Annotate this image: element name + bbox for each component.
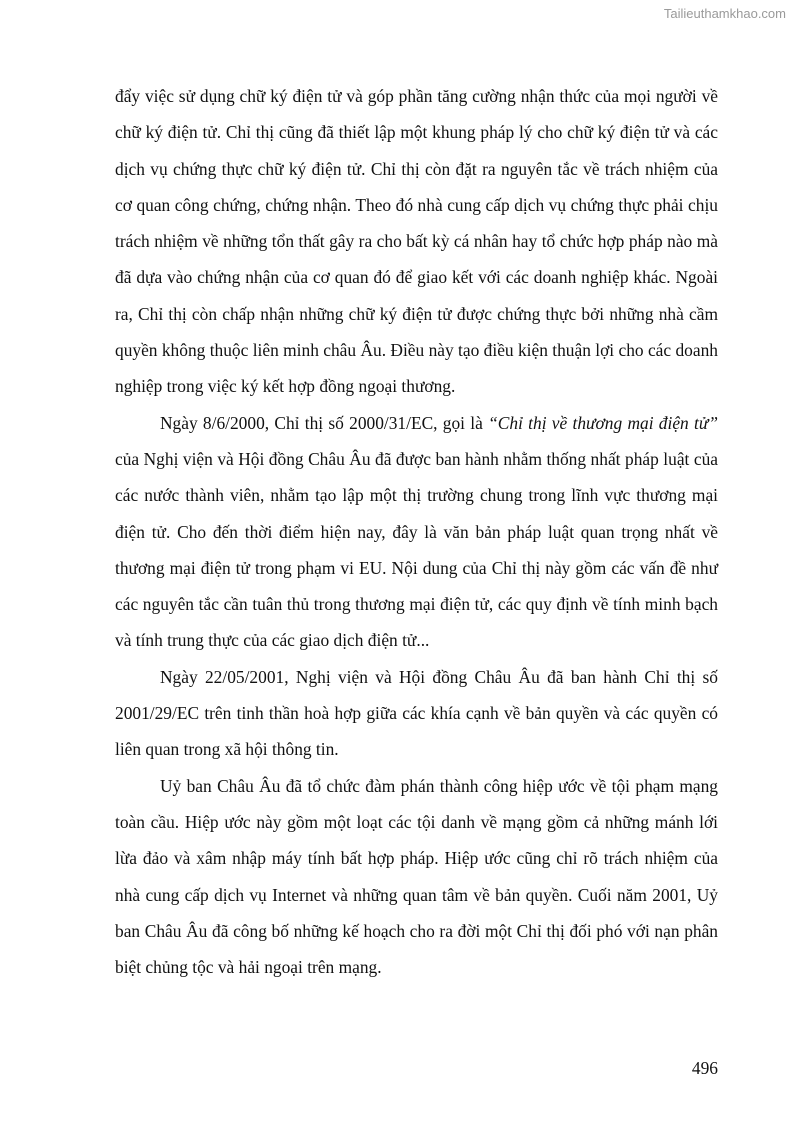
page-number: 496 <box>691 1058 718 1078</box>
paragraph-3: Ngày 22/05/2001, Nghị viện và Hội đồng Châu Âu đã ban hành Chỉ thị số 2001/29/EC trên tinh thần hoà hợp giữa các khía cạnh về bản quyền và các quyền có liên quan trong xã hội thông tin. <box>115 666 718 760</box>
paragraph-2-intro: Ngày 8/6/2000, Chỉ thị số 2000/31/EC, gọi là <box>160 412 489 433</box>
directive-title: “Chỉ thị về thương mại điện tử” <box>488 412 718 433</box>
paragraph-2 <box>115 405 718 659</box>
paragraph-2-rest: của Nghị viện và Hội đồng Châu Âu đã được ban hành nhằm thống nhất pháp luật của các nước thành viên, nhằm tạo lập một thị trường chung trong lĩnh vực thương mại điện tử. Cho đến thời điểm hiện nay, đây là văn bản pháp luật quan trọng nhất về thương mại điện tử trong phạm vi EU. Nội dung của Chỉ thị này gồm các vấn đề như các nguyên tắc cần tuân thủ trong thương mại điện tử, các quy định về tính minh bạch và tính trung thực của các giao dịch điện tử... <box>115 448 718 651</box>
watermark: Tailieuthamkhao.com <box>663 6 786 21</box>
document-body <box>115 78 718 985</box>
paragraph-1: đẩy việc sử dụng chữ ký điện tử và góp phần tăng cường nhận thức của mọi người về chữ ký điện tử. Chỉ thị cũng đã thiết lập một khung pháp lý cho chữ ký điện tử và các dịch vụ chứng thực chữ ký điện tử. Chỉ thị còn đặt ra nguyên tắc về trách nhiệm của cơ quan công chứng, chứng nhận. Theo đó nhà cung cấp dịch vụ chứng thực phải chịu trách nhiệm về những tổn thất gây ra cho bất kỳ cá nhân hay tổ chức hợp pháp nào mà đã dựa vào chứng nhận của cơ quan đó để giao kết với các doanh nghiệp khác. Ngoài ra, Chỉ thị còn chấp nhận những chữ ký điện tử được chứng thực bởi những nhà cầm quyền không thuộc liên minh châu Âu. Điều này tạo điều kiện thuận lợi cho các doanh nghiệp trong việc ký kết hợp đồng ngoại thương. <box>115 86 718 397</box>
paragraph-4: Uỷ ban Châu Âu đã tổ chức đàm phán thành công hiệp ước về tội phạm mạng toàn cầu. Hiệp ước này gồm một loạt các tội danh về mạng gồm cả những mánh lới lừa đảo và xâm nhập máy tính bất hợp pháp. Hiệp ước cũng chỉ rõ trách nhiệm của nhà cung cấp dịch vụ Internet và những quan tâm về bản quyền. Cuối năm 2001, Uỷ ban Châu Âu đã công bố những kế hoạch cho ra đời một Chỉ thị đối phó với nạn phân biệt chủng tộc và hải ngoại trên mạng. <box>115 775 718 978</box>
